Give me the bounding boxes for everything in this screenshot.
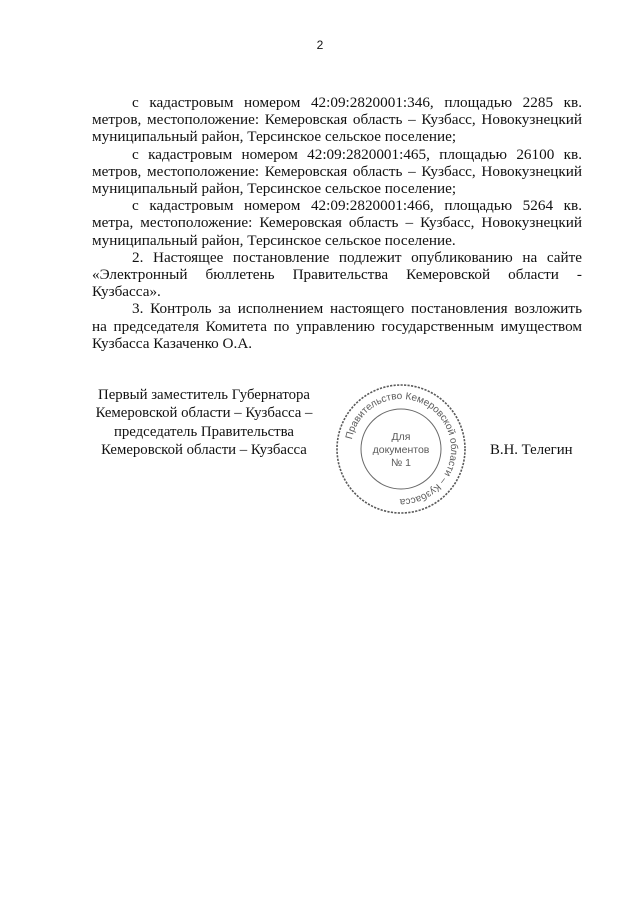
- paragraph-cadastral-466: с кадастровым номером 42:09:2820001:466, площадью 5264 кв. метра, местоположение: Кемеровская область – Кузбасс, Новокузнецкий муниципальный район, Терсинское сельское поселение.: [92, 197, 582, 249]
- signatory-title-line: Кемеровской области – Кузбасса: [101, 442, 307, 459]
- signatory-title-line: Кемеровской области – Кузбасса –: [95, 405, 313, 422]
- signatory-title-line: Первый заместитель Губернатора: [98, 387, 310, 403]
- seal-center-line: документов: [372, 444, 430, 456]
- document-body: [92, 94, 582, 352]
- page-number: 2: [316, 38, 324, 52]
- paragraph-cadastral-465: с кадастровым номером 42:09:2820001:465, площадью 26100 кв. метров, местоположение: Кемеровская область – Кузбасс, Новокузнецкий муниципальный район, Терсинское сельское поселение;: [92, 145, 582, 198]
- paragraph-cadastral-346: с кадастровым номером 42:09:2820001:346, площадью 2285 кв. метров, местоположение: Кемеровская область – Кузбасс, Новокузнецкий муниципальный район, Терсинское сельское поселение;: [92, 94, 582, 146]
- paragraph-publication: 2. Настоящее постановление подлежит опубликованию на сайте «Электронный бюллетень Правительства Кемеровской области - Кузбасса».: [92, 248, 582, 301]
- official-seal: [332, 380, 470, 518]
- seal-center-line: № 1: [390, 457, 412, 469]
- seal-ring-text: Правительство Кемеровской области – Кузбасса: [344, 390, 460, 508]
- signatory-title-line: председатель Правительства: [113, 423, 295, 440]
- signatory-title: [80, 386, 328, 460]
- paragraph-control: 3. Контроль за исполнением настоящего постановления возложить на председателя Комитета по управлению государственным имуществом Кузбасса Казаченко О.А.: [92, 300, 582, 352]
- seal-center-line: Для: [391, 431, 411, 443]
- signatory-name: В.Н. Телегин: [490, 442, 573, 458]
